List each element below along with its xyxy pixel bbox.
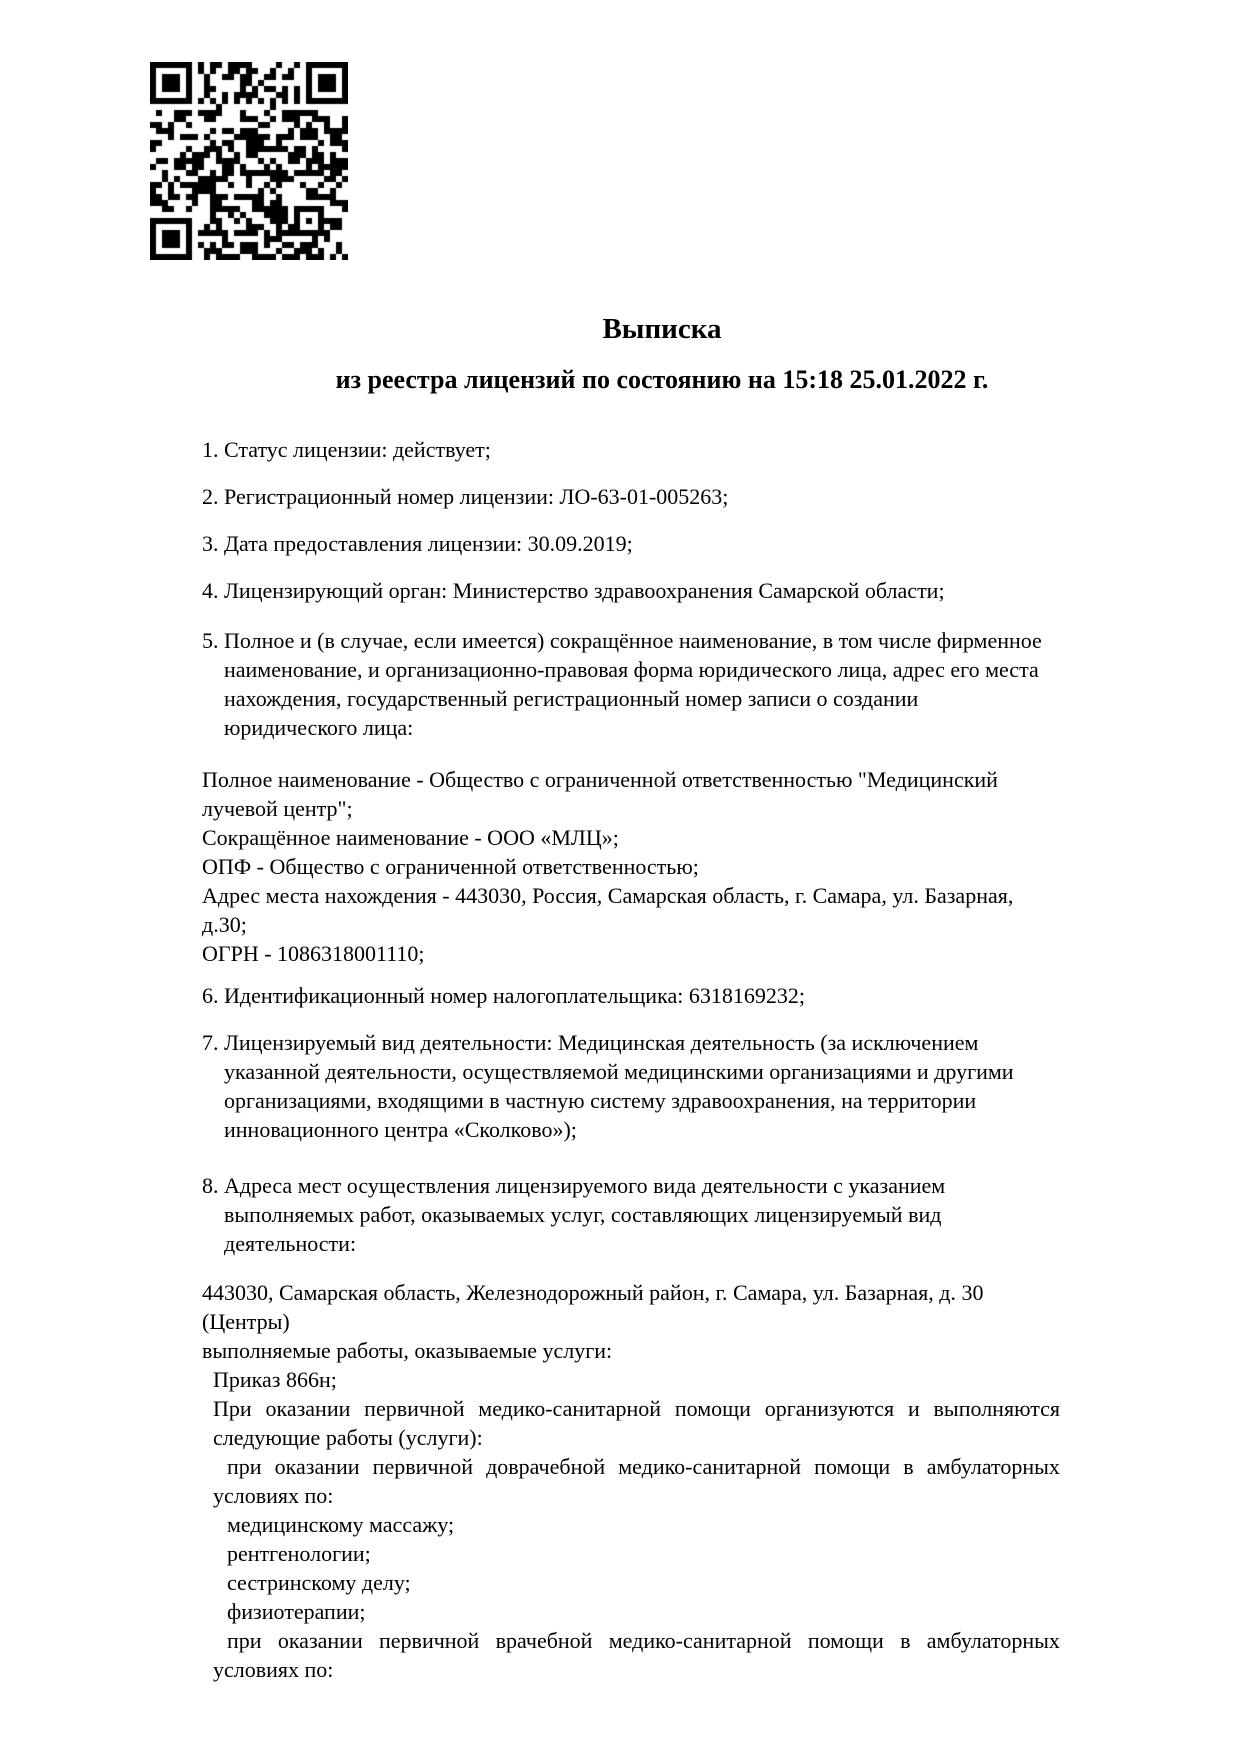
item-1-license-status: 1. Статус лицензии: действует;: [202, 437, 491, 462]
item-7-activity-type-line-4: инновационного центра «Сколково»);: [224, 1117, 577, 1142]
doctor-care-line-2: условиях по:: [213, 1657, 334, 1682]
item-8-addresses-line-1: 8. Адреса мест осуществления лицензируемого вида деятельности с указанием: [202, 1173, 946, 1198]
item-7-activity-type-line-1: 7. Лицензируемый вид деятельности: Медицинская деятельность (за исключением: [202, 1030, 979, 1055]
pmsp-works-line-2: следующие работы (услуги):: [213, 1425, 483, 1450]
org-address-line-1: Адрес места нахождения - 443030, Россия, Самарская область, г. Самара, ул. Базарная,: [202, 883, 1014, 908]
item-5-org-info-line-3: нахождения, государственный регистрационный номер записи о создании: [224, 686, 919, 711]
item-5-org-info-line-1: 5. Полное и (в случае, если имеется) сокращённое наименование, в том числе фирменное: [202, 628, 1042, 653]
item-8-addresses-line-2: выполняемых работ, оказываемых услуг, составляющих лицензируемый вид: [224, 1202, 942, 1227]
org-full-name-line-1: Полное наименование - Общество с ограниченной ответственностью "Медицинский: [202, 767, 998, 792]
item-3-grant-date: 3. Дата предоставления лицензии: 30.09.2019;: [202, 531, 633, 556]
activity-address-line-1: 443030, Самарская область, Железнодорожный район, г. Самара, ул. Базарная, д. 30: [202, 1280, 984, 1305]
pmsp-works-line-1: При оказании первичной медико-санитарной помощи организуются и выполняются: [213, 1396, 1060, 1421]
item-5-org-info-line-2: наименование, и организационно-правовая форма юридического лица, адрес его места: [224, 657, 1039, 682]
pre-doctor-care-line-1: при оказании первичной доврачебной медико-санитарной помощи в амбулаторных: [227, 1454, 1060, 1479]
item-6-taxpayer-number: 6. Идентификационный номер налогоплательщика: 6318169232;: [202, 983, 805, 1008]
item-8-addresses-line-3: деятельности:: [224, 1231, 357, 1256]
license-extract: [202, 311, 1060, 1684]
activity-address-line-2: (Центры): [202, 1309, 290, 1334]
qr-code: [150, 62, 348, 260]
service-medical-massage: медицинскому массажу;: [227, 1512, 455, 1537]
org-short-name: Сокращённое наименование - ООО «МЛЦ»;: [202, 825, 619, 850]
item-5-org-info-line-4: юридического лица:: [224, 715, 414, 740]
org-ogrn: ОГРН - 1086318001110;: [202, 941, 425, 966]
page-title: Выписка: [602, 313, 722, 345]
page-subtitle: из реестра лицензий по состоянию на 15:18 25.01.2022 г.: [335, 365, 989, 394]
org-address-line-2: д.30;: [202, 912, 247, 937]
item-7-activity-type-line-3: организациями, входящими в частную систему здравоохранения, на территории: [224, 1088, 977, 1113]
service-physiotherapy: физиотерапии;: [227, 1599, 366, 1624]
item-2-registration-number: 2. Регистрационный номер лицензии: ЛО-63-01-005263;: [202, 484, 729, 509]
order-866n: Приказ 866н;: [213, 1367, 337, 1392]
service-radiology: рентгенологии;: [227, 1541, 371, 1566]
doctor-care-line-1: при оказании первичной врачебной медико-санитарной помощи в амбулаторных: [227, 1628, 1060, 1653]
service-nursing: сестринскому делу;: [227, 1570, 411, 1595]
item-7-activity-type-line-2: указанной деятельности, осуществляемой медицинскими организациями и другими: [224, 1059, 1014, 1084]
pre-doctor-care-line-2: условиях по:: [213, 1483, 334, 1508]
org-legal-form: ОПФ - Общество с ограниченной ответственностью;: [202, 854, 699, 879]
works-services-header: выполняемые работы, оказываемые услуги:: [202, 1338, 613, 1363]
item-4-licensing-authority: 4. Лицензирующий орган: Министерство здравоохранения Самарской области;: [202, 578, 945, 603]
org-full-name-line-2: лучевой центр";: [202, 796, 353, 821]
